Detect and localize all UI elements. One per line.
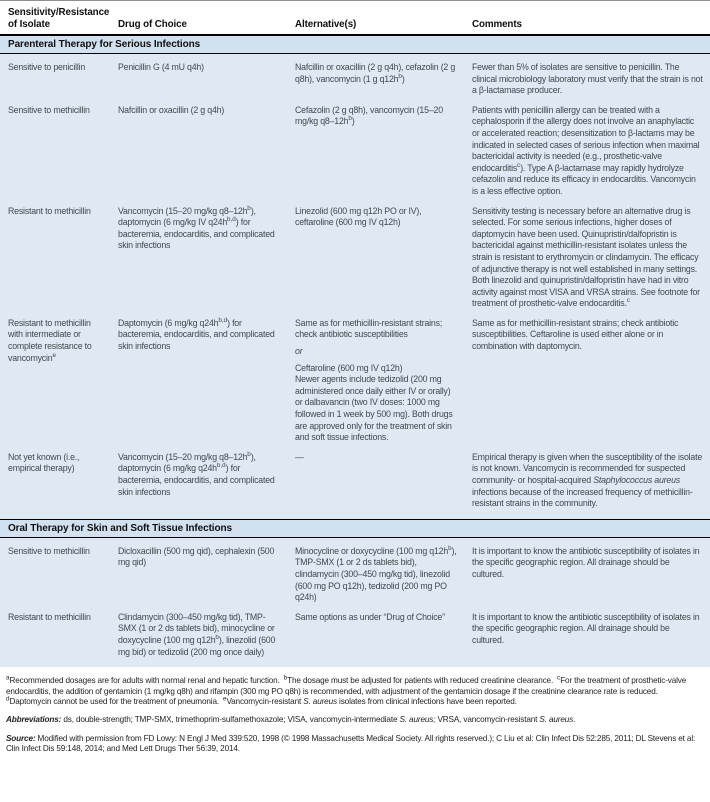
cell-comments: Patients with penicillin allergy can be treated with a cephalosporin if the allergy does not involve an anaphylactic or accelerated reaction; desensitization to β-lactams may be indicated in selected cases of serious infection when maximal bactericidal activity is needed (e.g., prosthetic-valve endocarditis$^c$). Type A β-lactamase may rapidly hydrolyze cefazolin and reduce its efficacy in endocarditis. Vancomycin is a less effective option.: [472, 104, 700, 196]
cell-isolate: Resistant to methicillin with intermediate or complete resistance to vancomycin$^e$: [8, 317, 92, 363]
cell-drug: Daptomycin (6 mg/kg $q24h^{b,d}$) for bacteremia, endocarditis, and complicated skin infections: [118, 316, 275, 352]
table-row: [0, 542, 710, 608]
cell-comments: Fewer than 5% of isolates are sensitive to penicillin. The clinical microbiology laboratory must verify that the strain is not a β-lactamase producer.: [472, 62, 703, 96]
cell-comments: It is important to know the antibiotic susceptibility of isolates in the specific geographic region. All drainage should be cultured.: [472, 611, 700, 645]
column-header-drug: Drug of Choice: [118, 18, 187, 30]
cell-alternatives: Cefazolin (2 g q8h), vancomycin (15–20 mg/kg $q8-12h^b$): [295, 104, 443, 127]
column-header-comments: Comments: [472, 18, 522, 30]
column-header-isolate: [8, 7, 118, 30]
cell-isolate: Not yet known (i.e., empirical therapy): [8, 451, 80, 474]
cell-isolate: Resistant to methicillin: [8, 205, 91, 216]
column-header-isolate-line1: Sensitivity/Resistance: [8, 7, 110, 18]
cell-drug: Vancomycin (15–20 mg/kg $q8-12h^b$), daptomycin (6 mg/kg IV $q24h^{b,d}$) for bacteremia, endocarditis, and complicated skin infections: [118, 204, 275, 251]
cell-alternatives: Nafcillin or oxacillin (2 g q4h), cefazolin (2 g q8h), vancomycin (1 g $q12h^b$): [295, 62, 456, 84]
cell-comments: It is important to know the antibiotic susceptibility of isolates in the specific geographic region. All drainage should be cultured.: [472, 545, 700, 579]
table-footer: [0, 667, 710, 754]
section-body: [0, 538, 710, 667]
cell-drug: Dicloxacillin (500 mg qid), cephalexin (500 mg qid): [118, 545, 275, 568]
cell-comments: Empirical therapy is given when the susceptibility of the isolate is not known. Vancomycin is recommended for suspected community- or hospital-acquired Staphylococcus aureus infections because of the increased frequency of methicillin-resistant strains in the community.: [472, 451, 703, 509]
section-body: [0, 54, 710, 519]
table-row: [0, 314, 710, 448]
cell-alternatives: Minocycline or doxycycline (100 mg $q12h^b$), TMP-SMX (1 or 2 ds tablets bid), clindamycin (300–450 mg/kg tid), linezolid (600 mg PO q12h), tedizolid (200 mg PO q24h): [295, 544, 457, 603]
cell-alternatives: Same options as under “Drug of Choice”: [295, 611, 445, 622]
cell-isolate: Sensitive to methicillin: [8, 104, 90, 115]
cell-comments: Same as for methicillin-resistant strains; check antibiotic susceptibilities. Ceftaroline is used either alone or in combination with daptomycin.: [472, 317, 679, 352]
table-row: [0, 58, 710, 101]
cell-isolate: Sensitive to penicillin: [8, 62, 86, 72]
table-row: [0, 448, 710, 514]
cell-alternatives: —: [295, 451, 304, 462]
column-header-alternatives: Alternative(s): [295, 18, 357, 30]
cell-isolate: Resistant to methicillin: [8, 611, 91, 622]
cell-drug: Clindamycin (300–450 mg/kg tid), TMP-SMX (1 or 2 ds tablets bid), minocycline or doxycycline (100 mg $q12h^b$), linezolid (600 mg bid) or tedizolid (200 mg once daily): [118, 611, 276, 657]
cell-drug: Nafcillin or oxacillin (2 g q4h): [118, 104, 225, 115]
table-header-row: [0, 1, 710, 35]
source-text: Source: Modified with permission from FD Lowy: N Engl J Med 339:520, 1998 (© 1998 Massachusetts Medical Society. All rights reserved.); C Liu et al: Clin Infect Dis 52:285, 2011; DL Stevens et al: Clin Infect Dis 59:148, 2014; and Med Lett Drugs Ther 56:39, 2014.: [6, 733, 696, 754]
table-row: [0, 608, 710, 662]
cell-alternatives: Linezolid (600 mg q12h PO or IV), ceftaroline (600 mg IV q12h): [295, 205, 422, 228]
cell-isolate: Sensitive to methicillin: [8, 545, 90, 556]
footnotes-text: $^a$Recommended dosages are for adults with normal renal and hepatic function. $^b$The dosage must be adjusted for patients with reduced creatinine clearance. $^c$For the treatment of prosthetic-valve endocarditis, the addition of gentamicin (1 mg/kg q8h) and rifampin (300 mg PO q8h) is recommended, with adjustment of the gentamicin dosage if the creatinine clearance rate is reduced. $^d$Daptomycin cannot be used for the treatment of pneumonia. $^e$Vancomycin-resistant S. aureus isolates from clinical infections have been reported.: [6, 674, 687, 706]
cell-drug: Penicillin G (4 mU q4h): [118, 62, 204, 72]
section-header: Parenteral Therapy for Serious Infections: [0, 35, 710, 54]
cell-drug: Vancomycin (15–20 mg/kg $q8-12h^b$), daptomycin (6 mg/kg $q24h^{b,d}$) for bacteremia, endocarditis, and complicated skin infections: [118, 450, 275, 497]
section-header: Oral Therapy for Skin and Soft Tissue Infections: [0, 519, 710, 538]
column-header-isolate-line2: of Isolate: [8, 18, 51, 30]
table-sections: [0, 35, 710, 667]
table-row: [0, 101, 710, 202]
cell-comments: Sensitivity testing is necessary before an alternative drug is selected. For some serious infections, higher doses of daptomycin have been used. Quinupristin/dalfopristin is bactericidal against methicillin-resistant isolates unless the strain is resistant to erythromycin or clindamycin. The efficacy of adjunctive therapy is not well established in many settings. Both linezolid and quinupristin/dalfopristin have had in vitro activity against most VISA and VRSA strains. See footnote for treatment of prosthetic-valve endocarditis.$^c$: [472, 205, 700, 309]
abbreviations-text: Abbreviations: ds, double-strength; TMP-SMX, trimethoprim-sulfamethoxazole; VISA, vancomycin-intermediate S. aureus; VRSA, vancomycin-resistant S. aureus.: [6, 715, 576, 725]
cell-alternatives: Same as for methicillin-resistant strains; check antibiotic susceptibilities or Ceftaroline (600 mg IV q12h) Newer agents include tedizolid (200 mg administered once daily either IV or orally) or dalbavancin (two IV doses: 1000 mg followed in 1 week by 500 mg). Both drugs are approved only for the treatment of skin and soft tissue infections.: [295, 317, 453, 443]
table-row: [0, 202, 710, 314]
